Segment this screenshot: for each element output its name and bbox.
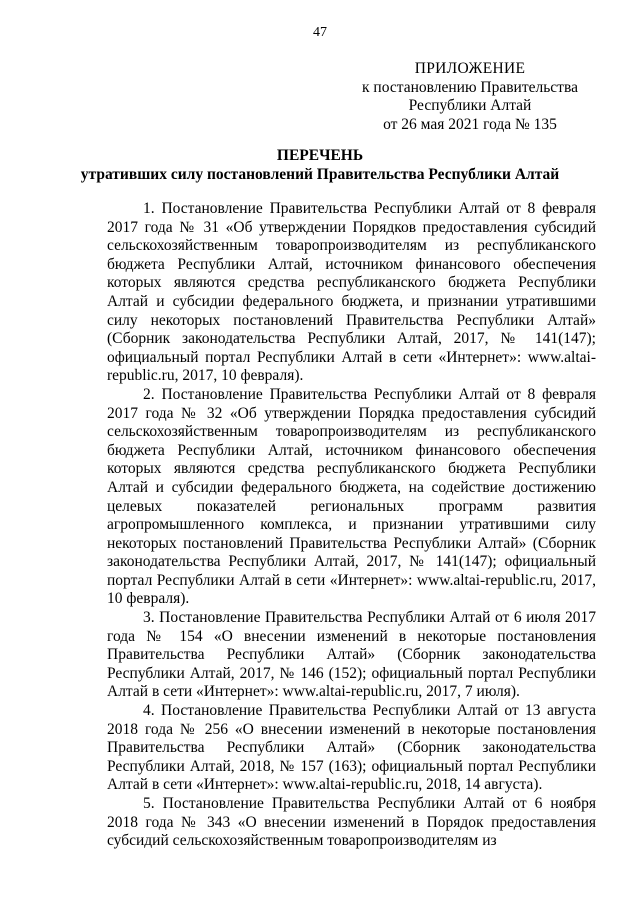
page-number: 47 — [313, 25, 327, 40]
appendix-line-1: к постановлению Правительства — [362, 78, 578, 96]
appendix-line-3: от 26 мая 2021 года № 135 — [383, 115, 557, 133]
appendix-line-2: Республики Алтай — [408, 97, 532, 115]
list-item-4: 4. Постановление Правительства Республики Алтай от 13 августа 2018 года № 256 «О внесении изменений в некоторые постановления Правительства Республики Алтай» (Сборник законодательства Республики Алтай, 2018, № 157 (163); официальный портал Республики Алтай в сети «Интернет»: www.altai-republic.ru, 2018, 14 августа). — [107, 702, 596, 794]
list-item-5: 5. Постановление Правительства Республики Алтай от 6 ноября 2018 года № 343 «О внесении изменений в Порядок предоставления субсидий сельскохозяйственным товаропроизводителям из — [107, 795, 596, 850]
list-item-3: 3. Постановление Правительства Республики Алтай от 6 июля 2017 года № 154 «О внесении изменений в некоторые постановления Правительства Республики Алтай» (Сборник законодательства Республики Алтай, 2017, № 146 (152); официальный портал Республики Алтай в сети «Интернет»: www.altai-republic.ru, 2017, 7 июля). — [107, 609, 596, 701]
document-title — [0, 147, 640, 184]
list-item-2: 2. Постановление Правительства Республики Алтай от 8 февраля 2017 года № 32 «Об утверждении Порядка предоставления субсидий сельскохозяйственным товаропроизводителям из республиканского бюджета Республики Алтай, источником финансового обеспечения которых являются средства республиканского бюджета Республики Алтай и субсидии федерального бюджета, на содействие достижению целевых показателей региональных программ развития агропромышленного комплекса, и признании утратившими силу некоторых постановлений Правительства Республики Алтай» (Сборник законодательства Республики Алтай, 2017, № 141(147); официальный портал Республики Алтай в сети «Интернет»: www.altai-republic.ru, 2017, 10 февраля). — [107, 385, 596, 608]
repealed-acts-list — [107, 200, 596, 851]
appendix-block — [352, 60, 588, 134]
title-subtitle: утративших силу постановлений Правительства Республики Алтай — [80, 165, 560, 183]
list-item-1: 1. Постановление Правительства Республики Алтай от 8 февраля 2017 года № 31 «Об утверждении Порядков предоставления субсидий сельскохозяйственным товаропроизводителям из республиканского бюджета Республики Алтай, источником финансового обеспечения которых являются средства республиканского бюджета Республики Алтай и субсидии федерального бюджета, и признании утратившими силу некоторых постановлений Правительства Республики Алтай» (Сборник законодательства Республики Алтай, 2017, № 141(147); официальный портал Республики Алтай в сети «Интернет»: www.altai-republic.ru, 2017, 10 февраля). — [107, 200, 596, 385]
title-main: ПЕРЕЧЕНЬ — [276, 147, 364, 164]
appendix-heading: ПРИЛОЖЕНИЕ — [414, 60, 526, 77]
